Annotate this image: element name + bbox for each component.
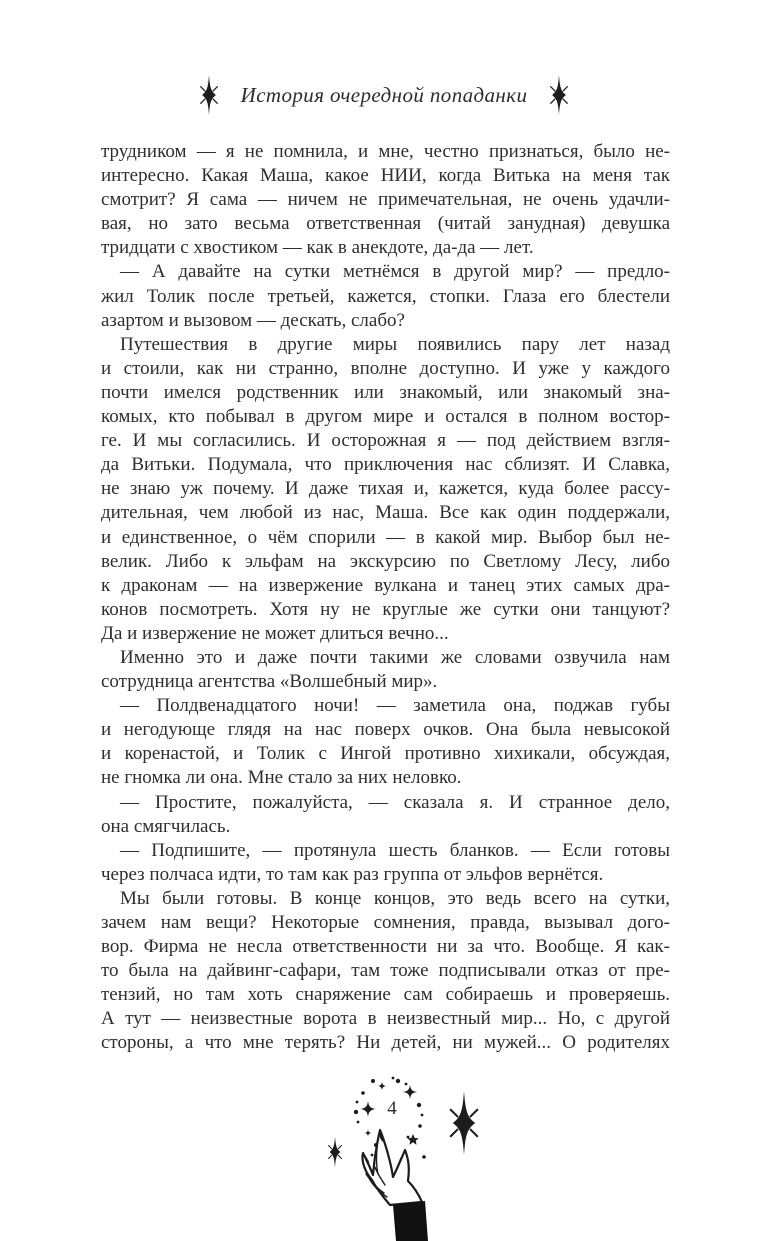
- paragraph: [101, 839, 670, 887]
- text-line: ге. И мы согласились. И осторожная я — под действием взгля-: [101, 430, 670, 452]
- text-line: тридцати с хвостиком — как в анекдоте, да-да — лет.: [101, 237, 534, 259]
- text-line: то была на дайвинг-сафари, там тоже подписывали отказ от пре-: [101, 960, 670, 982]
- text-line: и негодующе глядя на нас поверх очков. Она была невысокой: [101, 719, 670, 741]
- text-line: велик. Либо к эльфам на экскурсию по Светлому Лесу, либо: [101, 550, 670, 572]
- paragraph: [101, 260, 670, 332]
- footer-illustration: [300, 1062, 500, 1241]
- page-text: [101, 140, 670, 1056]
- text-line: и единственное, о чём спорили — в какой мир. Выбор был не-: [101, 526, 670, 548]
- paragraph: [101, 887, 670, 1056]
- text-line: — А давайте на сутки метнёмся в другой мир? — предло-: [120, 261, 670, 283]
- hand-illustration: [362, 1130, 428, 1241]
- text-line: вор. Фирма не несла ответственности ни за что. Вообще. Я как-: [101, 936, 670, 958]
- text-line: да Витьки. Подумала, что приключения нас сблизят. И Славка,: [101, 454, 670, 476]
- text-line: дительная, чем любой из нас, Маша. Все как один поддержали,: [101, 502, 670, 524]
- text-line: тензий, но там хоть снаряжение сам собираешь и проверяешь.: [101, 984, 670, 1006]
- text-line: Именно это и даже почти такими же словами озвучила нам: [120, 646, 670, 668]
- paragraph: [101, 333, 670, 646]
- text-line: Путешествия в другие миры появились пару лет назад: [120, 333, 670, 355]
- text-line: Да и извержение не может длиться вечно...: [101, 622, 449, 644]
- text-line: через полчаса идти, то там как раз группа от эльфов вернётся.: [101, 863, 604, 885]
- text-line: и коренастой, и Толик с Ингой противно хихикали, обсуждая,: [101, 743, 670, 765]
- paragraph: [101, 140, 670, 260]
- text-line: она смягчилась.: [101, 815, 231, 837]
- text-line: А тут — неизвестные ворота в неизвестный мир... Но, с другой: [101, 1008, 670, 1030]
- left-sparkle-icon: [329, 1136, 342, 1167]
- text-line: конов посмотреть. Хотя ну не круглые же сутки они танцуют?: [101, 598, 670, 620]
- text-line: — Подпишите, — протянула шесть бланков. — Если готовы: [120, 839, 670, 861]
- right-sparkle-icon: [451, 1091, 478, 1155]
- text-line: Мы были готовы. В конце концов, это ведь всего на сутки,: [120, 887, 670, 909]
- text-line: — Простите, пожалуйста, — сказала я. И странное дело,: [120, 791, 670, 813]
- text-line: смотрит? Я сама — ничем не примечательная, не очень удачли-: [101, 189, 670, 211]
- text-line: интересно. Какая Маша, какое НИИ, когда Витька на меня так: [101, 165, 670, 187]
- paragraph: [101, 694, 670, 790]
- text-line: не гномка ли она. Мне стало за них неловко.: [101, 767, 462, 789]
- text-line: — Полдвенадцатого ночи! — заметила она, поджав губы: [120, 695, 670, 717]
- text-line: к драконам — на извержение вулкана и танец этих самых дра-: [101, 574, 670, 596]
- text-line: не знаю уж почему. И даже тихая и, кажется, куда более рассу-: [101, 478, 670, 500]
- chapter-title: История очередной попаданки: [240, 82, 528, 107]
- text-line: вая, но зато весьма ответственная (читай занудная) девушка: [101, 213, 670, 235]
- text-line: стороны, а что мне терять? Ни детей, ни мужей... О родителях: [101, 1032, 670, 1054]
- text-line: комых, кто побывал в другом мире и остался в полном востор-: [101, 406, 670, 428]
- sparkle-star-icon: [548, 74, 570, 116]
- text-line: азартом и вызовом — дескать, слабо?: [101, 309, 405, 331]
- chapter-header: [0, 74, 768, 116]
- paragraph: [101, 646, 670, 694]
- hand-with-sparkles-illustration: [300, 1062, 500, 1241]
- text-line: трудником — я не помнила, и мне, честно признаться, было не-: [101, 141, 670, 162]
- text-line: жил Толик после третьей, кажется, стопки. Глаза его блестели: [101, 285, 670, 307]
- text-line: почти имелся родственник или знакомый, или знакомый зна-: [101, 381, 670, 403]
- text-line: зачем нам вещи? Некоторые сомнения, правда, вызывал дого-: [101, 912, 670, 933]
- sparkle-star-icon: [198, 74, 220, 116]
- text-line: и стоили, как ни странно, вполне доступно. И уже у каждого: [101, 357, 670, 379]
- page-number: 4: [387, 1098, 397, 1119]
- paragraph: [101, 791, 670, 839]
- text-line: сотрудница агентства «Волшебный мир».: [101, 671, 438, 693]
